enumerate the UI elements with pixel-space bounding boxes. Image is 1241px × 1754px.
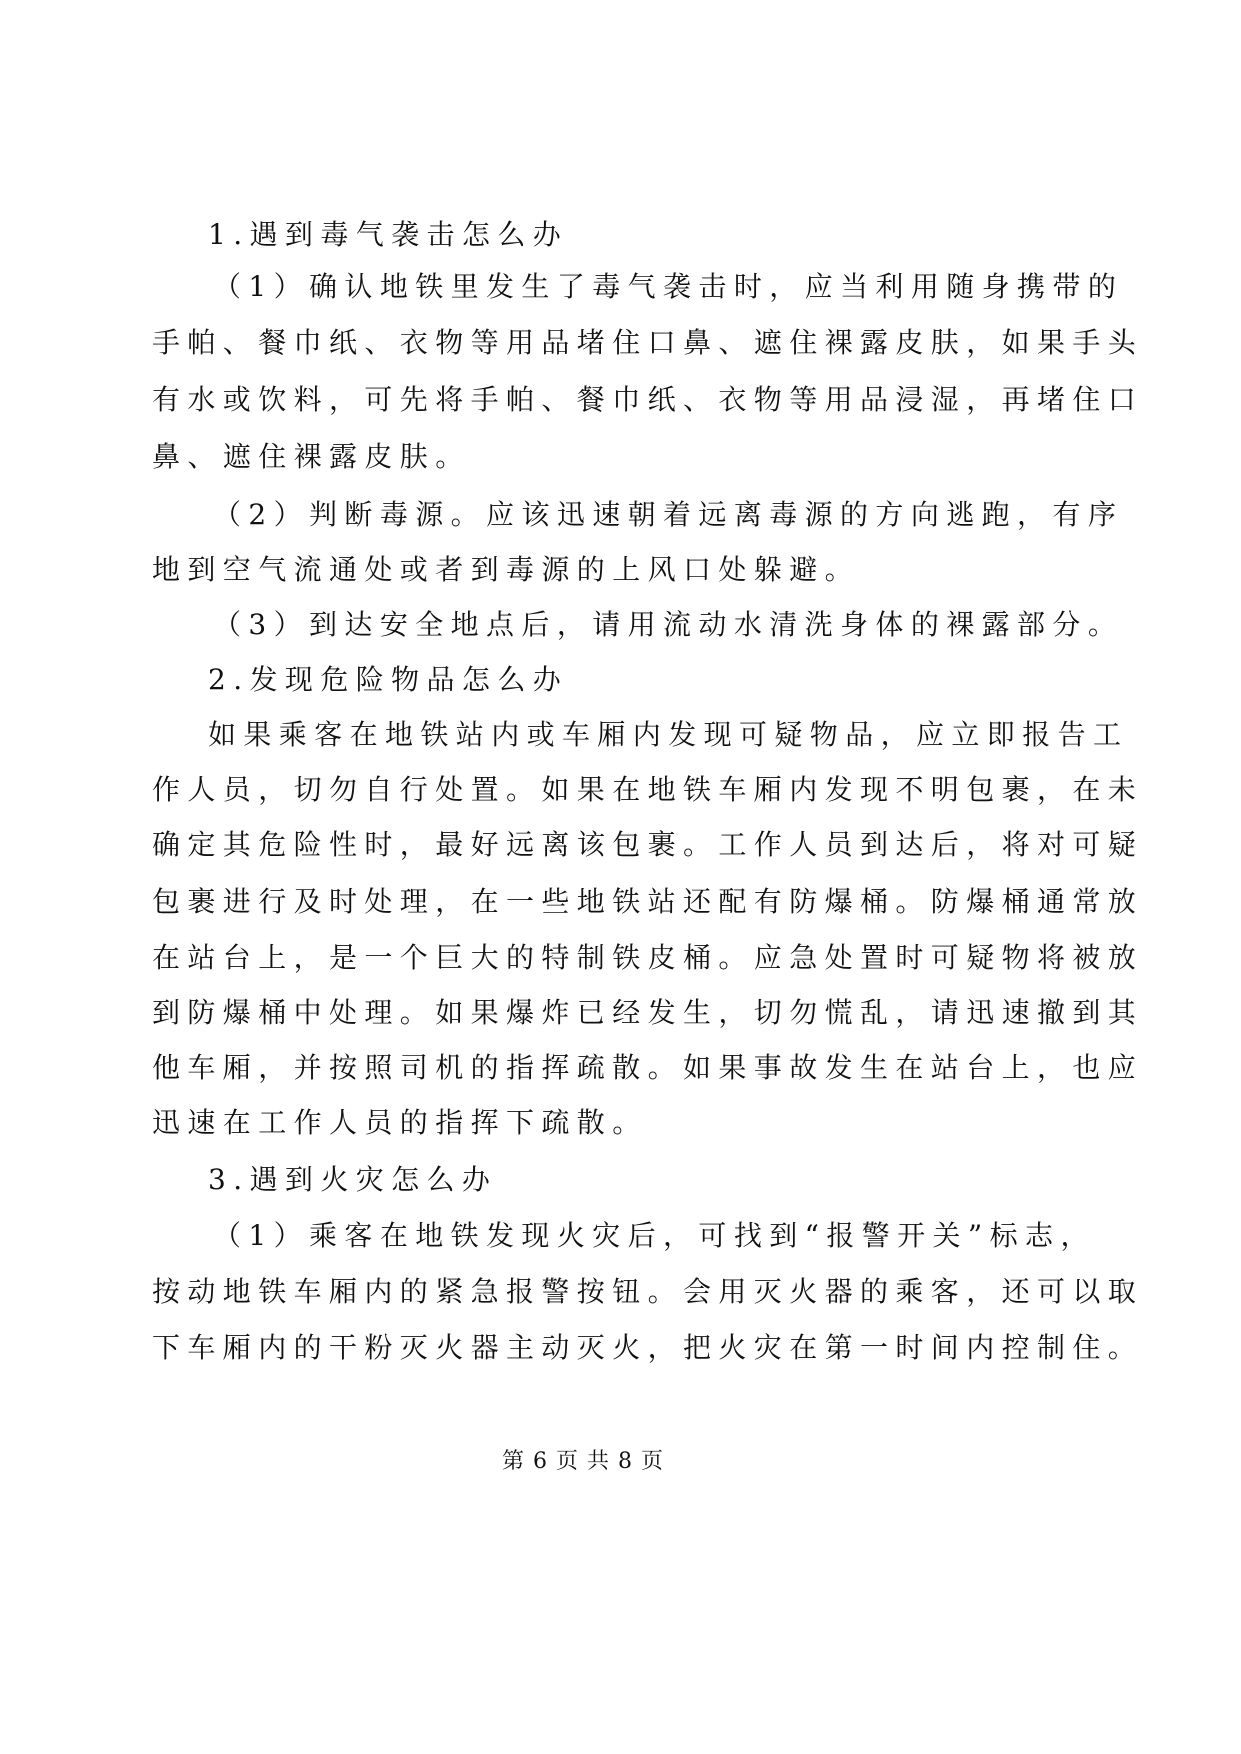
paragraph-line: （2）判断毒源。应该迅速朝着远离毒源的方向逃跑，有序: [213, 498, 1124, 531]
paragraph-line: 到防爆桶中处理。如果爆炸已经发生，切勿慌乱，请迅速撤到其: [152, 996, 1144, 1029]
paragraph-line: 确定其危险性时，最好远离该包裹。工作人员到达后，将对可疑: [152, 828, 1144, 861]
paragraph-line: 有水或饮料，可先将手帕、餐巾纸、衣物等用品浸湿，再堵住口: [152, 383, 1144, 416]
paragraph-line: 在站台上，是一个巨大的特制铁皮桶。应急处置时可疑物将被放: [152, 941, 1144, 974]
page-footer: 第 6 页 共 8 页: [502, 1449, 664, 1474]
paragraph-line: 地到空气流通处或者到毒源的上风口处躲避。: [152, 553, 861, 586]
paragraph-line: （3）到达安全地点后，请用流动水清洗身体的裸露部分。: [213, 608, 1124, 641]
paragraph-line: 按动地铁车厢内的紧急报警按钮。会用灭火器的乘客，还可以取: [152, 1275, 1144, 1308]
paragraph-line: 他车厢，并按照司机的指挥疏散。如果事故发生在站台上，也应: [152, 1051, 1144, 1084]
paragraph-line: 作人员，切勿自行处置。如果在地铁车厢内发现不明包裹，在未: [152, 773, 1144, 806]
section-heading-1: 1.遇到毒气袭击怎么办: [208, 218, 569, 251]
paragraph-line: 包裹进行及时处理，在一些地铁站还配有防爆桶。防爆桶通常放: [152, 885, 1144, 918]
paragraph-line: （1）确认地铁里发生了毒气袭击时，应当利用随身携带的: [213, 270, 1124, 303]
paragraph-line: 鼻、遮住裸露皮肤。: [152, 440, 471, 473]
paragraph-line: 如果乘客在地铁站内或车厢内发现可疑物品，应立即报告工: [208, 718, 1129, 751]
paragraph-line: 迅速在工作人员的指挥下疏散。: [152, 1106, 648, 1139]
section-heading-3: 3.遇到火灾怎么办: [208, 1163, 498, 1196]
paragraph-line: 下车厢内的干粉灭火器主动灭火，把火灾在第一时间内控制住。: [152, 1331, 1144, 1364]
section-heading-2: 2.发现危险物品怎么办: [208, 663, 569, 696]
paragraph-line: 手帕、餐巾纸、衣物等用品堵住口鼻、遮住裸露皮肤，如果手头: [152, 326, 1144, 359]
paragraph-line: （1）乘客在地铁发现火灾后，可找到“报警开关”标志，: [213, 1219, 1096, 1252]
